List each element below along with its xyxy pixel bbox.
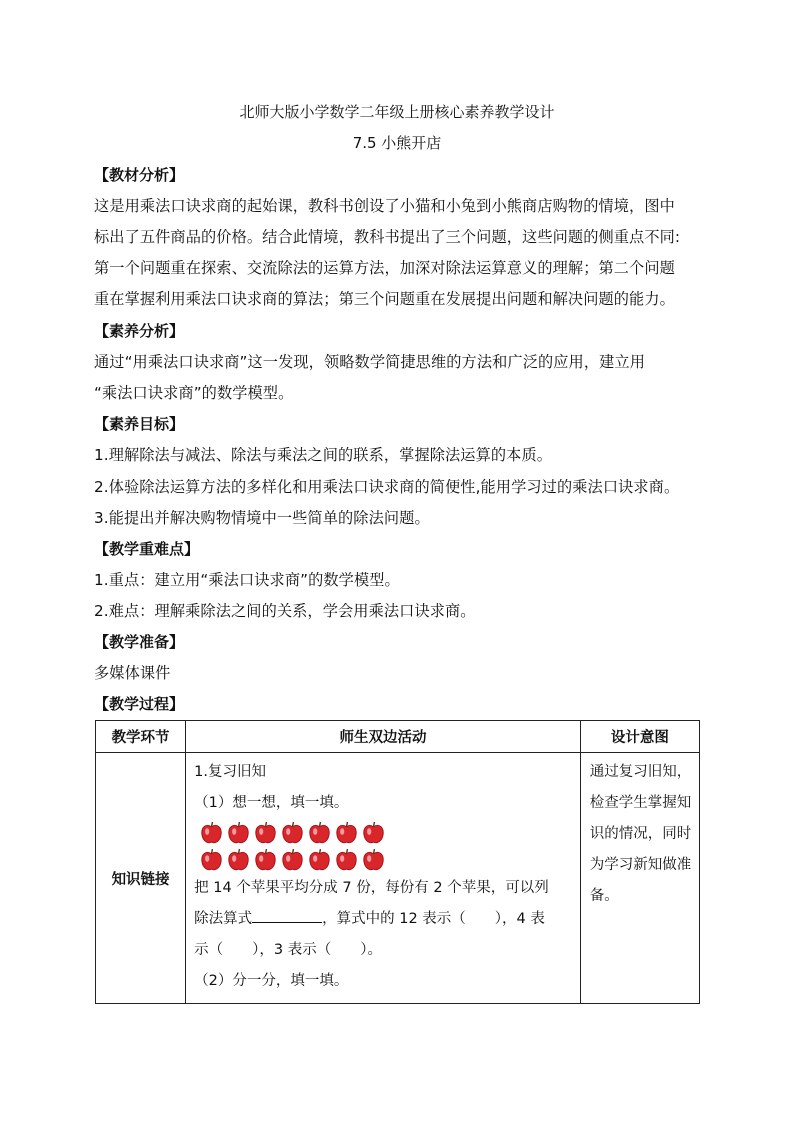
paragraph-line: 通过“用乘法口诀求商”这一发现，领略数学简捷思维的方法和广泛的应用，建立用 <box>94 353 645 371</box>
header-stage: 教学环节 <box>96 721 186 753</box>
apple-icon <box>254 847 277 872</box>
table-header-row <box>96 721 700 753</box>
apple-row <box>200 819 572 846</box>
key-point-item: 2.难点：理解乘除法之间的关系，学会用乘法口诀求商。 <box>94 602 476 620</box>
apple-icon <box>335 847 358 872</box>
apple-icon <box>281 847 304 872</box>
section-heading-textbook: 【教材分析】 <box>94 166 185 184</box>
section-heading-process: 【教学过程】 <box>94 695 185 713</box>
apple-icon <box>200 847 223 872</box>
key-point-item: 1.重点：建立用“乘法口诀求商”的数学模型。 <box>94 571 400 589</box>
apple-icon <box>200 820 223 845</box>
section-heading-literacy: 【素养分析】 <box>94 322 185 340</box>
table-row <box>96 753 700 1004</box>
apple-illustration <box>194 819 572 873</box>
document-subtitle: 7.5 小熊开店 <box>352 134 442 152</box>
section-heading-preparation: 【教学准备】 <box>94 633 185 651</box>
paragraph-line: 标出了五件商品的价格。结合此情境，教科书提出了三个问题，这些问题的侧重点不同: <box>94 228 681 246</box>
paragraph-line: 这是用乘法口诀求商的起始课，教科书创设了小猫和小兔到小熊商店购物的情境，图中 <box>94 197 675 215</box>
activity-question-1: （1）想一想，填一填。 <box>194 795 349 811</box>
activity-line: 示（ ），3 表示（ ）。 <box>194 942 382 958</box>
activity-text: 除法算式 <box>194 911 253 927</box>
apple-icon <box>362 820 385 845</box>
paragraph-line: 第一个问题重在探索、交流除法的运算方法，加深对除法运算意义的理解；第二个问题 <box>94 259 675 277</box>
apple-icon <box>362 847 385 872</box>
activity-line: 把 14 个苹果平均分成 7 份，每份有 2 个苹果，可以列 <box>194 880 549 896</box>
apple-icon <box>308 820 331 845</box>
apple-icon <box>335 820 358 845</box>
goal-item: 3.能提出并解决购物情境中一些简单的除法问题。 <box>94 509 430 527</box>
header-intent: 设计意图 <box>580 721 699 753</box>
apple-icon <box>254 820 277 845</box>
activity-cell <box>186 753 581 1004</box>
apple-row <box>200 846 572 873</box>
goal-item: 2.体验除法运算方法的多样化和用乘法口诀求商的简便性,能用学习过的乘法口诀求商。 <box>94 478 680 496</box>
paragraph-line: “乘法口诀求商”的数学模型。 <box>94 384 294 402</box>
header-activity: 师生双边活动 <box>186 721 581 753</box>
activity-item-title: 1.复习旧知 <box>194 764 266 780</box>
section-heading-key-points: 【教学重难点】 <box>94 540 200 558</box>
answer-blank <box>252 906 322 923</box>
paragraph-line: 重在掌握利用乘法口诀求商的算法；第三个问题重在发展提出问题和解决问题的能力。 <box>94 290 675 308</box>
activity-line-with-blank <box>194 904 572 935</box>
apple-icon <box>227 847 250 872</box>
activity-question-2: （2）分一分，填一填。 <box>194 973 349 989</box>
apple-icon <box>308 847 331 872</box>
preparation-text: 多媒体课件 <box>94 664 171 682</box>
activity-text: ，算式中的 12 表示（ ），4 表 <box>322 911 545 927</box>
section-heading-goals: 【素养目标】 <box>94 415 185 433</box>
apple-icon <box>227 820 250 845</box>
goal-item: 1.理解除法与减法、除法与乘法之间的联系，掌握除法运算的本质。 <box>94 446 553 464</box>
apple-icon <box>281 820 304 845</box>
document-title: 北师大版小学数学二年级上册核心素养教学设计 <box>239 103 555 121</box>
teaching-process-table <box>95 720 700 1004</box>
intent-cell <box>580 753 699 1004</box>
stage-cell: 知识链接 <box>96 753 186 1004</box>
intent-text: 通过复习旧知，检查学生掌握知识的情况，同时为学习新知做准备。 <box>589 764 692 904</box>
